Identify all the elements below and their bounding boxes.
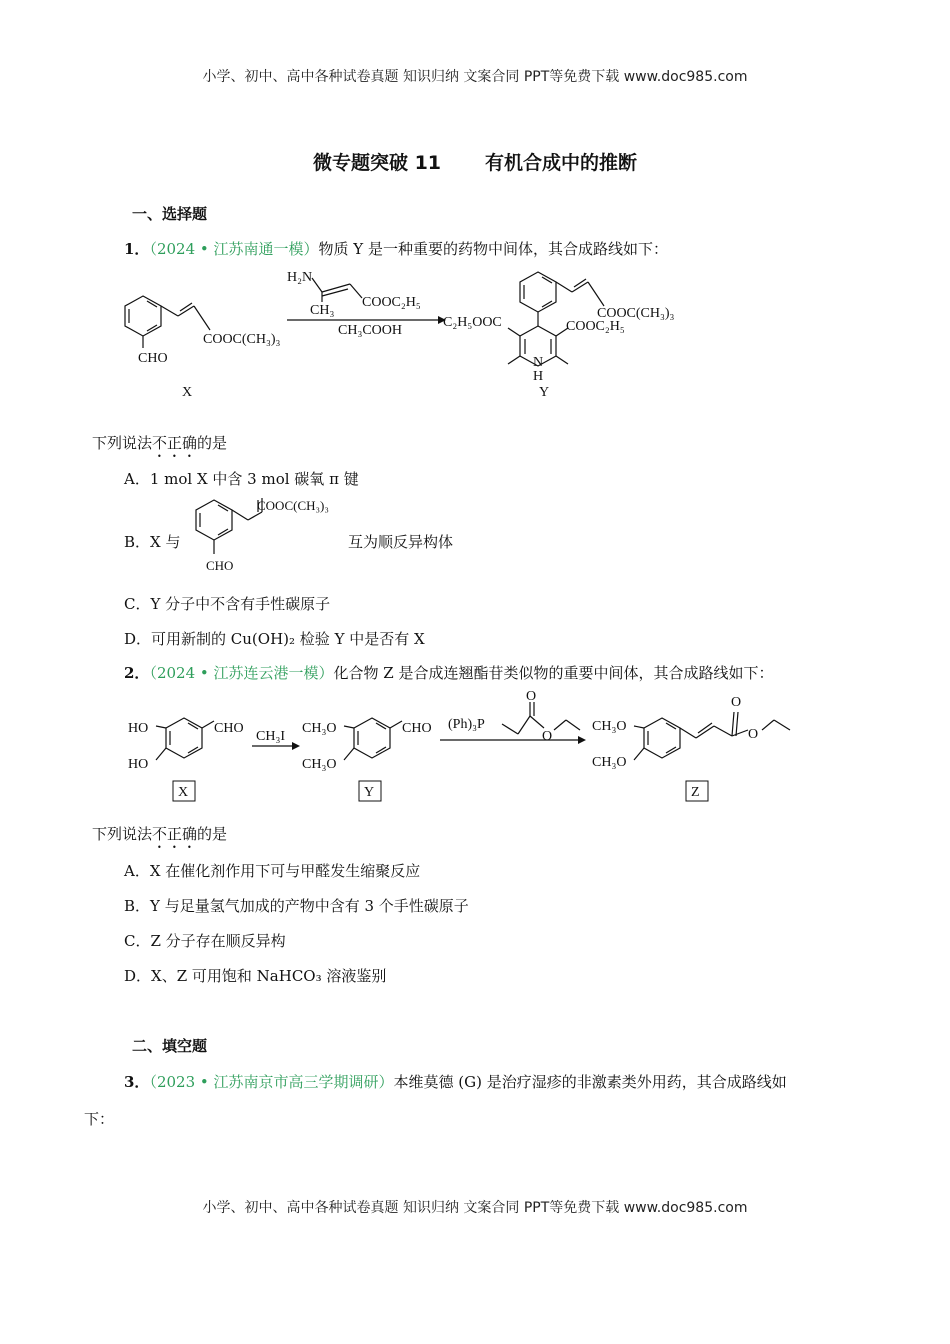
x-compound-label: X xyxy=(182,385,193,400)
y-label: Y xyxy=(364,785,375,800)
question-text: 本维莫德 (G) 是治疗湿疹的非激素类外用药，其合成路线如 xyxy=(393,1073,787,1091)
z-carbonyl-o: O xyxy=(731,695,742,710)
z-methoxy-1: CH₃O xyxy=(592,719,627,734)
q2-option-a: A．X 在催化剂作用下可与甲醛发生缩聚反应 xyxy=(124,862,421,880)
reagent-wittig: (Ph)₃P xyxy=(448,717,485,732)
q1-option-b-tail: 互为顺反异构体 xyxy=(348,533,454,551)
question-source: （2024 • 江苏南通一模） xyxy=(149,240,319,258)
question-number: 2． xyxy=(124,664,150,682)
reagent-methyl: CH₃ xyxy=(310,303,335,318)
x-aldehyde: CHO xyxy=(214,721,244,736)
x-hydroxyl-2: HO xyxy=(128,757,149,772)
y-methoxy-2: CH₃O xyxy=(302,757,337,772)
y-ethyl-ester-right: COOC₂H₅ xyxy=(566,319,625,334)
q2-option-d: D．X、Z 可用饱和 NaHCO₃ 溶液鉴别 xyxy=(124,967,387,985)
option-b-text: B．X 与 xyxy=(124,533,181,551)
q1-option-c: C．Y 分子中不含有手性碳原子 xyxy=(124,595,331,613)
y-hydrogen: H xyxy=(533,369,544,384)
stem-text: 下列说法 xyxy=(92,825,153,843)
y-ethyl-ester-left: C₂H₅OOC xyxy=(443,315,502,330)
y-compound-label: Y xyxy=(539,385,550,400)
reagent-acid: CH₃COOH xyxy=(338,323,402,338)
q1-option-a: A．1 mol X 中含 3 mol 碳氧 π 键 xyxy=(124,470,359,488)
reagent-amine: H₂N xyxy=(287,270,313,285)
page-footer: 小学、初中、高中各种试卷真题 知识归纳 文案合同 PPT等免费下载 www.doc985.com xyxy=(202,1200,748,1216)
q2-option-c: C．Z 分子存在顺反异构 xyxy=(124,932,286,950)
x-aldehyde-label: CHO xyxy=(138,351,168,366)
reagent-methyl-iodide: CH₃I xyxy=(256,729,285,744)
section-heading-choice: 一、选择题 xyxy=(132,205,208,223)
y-methoxy-1: CH₃O xyxy=(302,721,337,736)
q1-option-d: D．可用新制的 Cu(OH)₂ 检验 Y 中是否有 X xyxy=(124,630,425,648)
x-hydroxyl-1: HO xyxy=(128,721,149,736)
section-heading-fill: 二、填空题 xyxy=(132,1037,208,1055)
z-methoxy-2: CH₃O xyxy=(592,755,627,770)
title-left: 微专题突破 11 xyxy=(312,152,442,174)
y-tbu-ester: COOC(CH₃)₃ xyxy=(597,306,675,321)
stem-text-end: 的是 xyxy=(197,825,228,843)
stem-emphasis: 不正确 xyxy=(152,825,198,843)
question-text: 物质 Y 是一种重要的药物中间体，其合成路线如下： xyxy=(318,240,668,258)
reagent-ester: COOC₂H₅ xyxy=(362,295,421,310)
title-right: 有机合成中的推断 xyxy=(485,152,638,174)
question-number: 3． xyxy=(124,1073,150,1091)
x-ester-label: COOC(CH₃)₃ xyxy=(203,332,281,347)
question-3 xyxy=(124,1071,787,1092)
stem-text-end: 的是 xyxy=(197,434,228,452)
q2-stem xyxy=(92,823,227,852)
z-ester-o: O xyxy=(748,727,759,742)
question-source: （2023 • 江苏南京市高三学期调研） xyxy=(149,1073,394,1091)
q2-option-b: B．Y 与足量氢气加成的产物中含有 3 个手性碳原子 xyxy=(124,897,469,915)
question-number: 1． xyxy=(124,240,150,258)
stem-emphasis: 不正确 xyxy=(152,434,198,452)
y-aldehyde: CHO xyxy=(402,721,432,736)
question-text: 化合物 Z 是合成连翘酯苷类似物的重要中间体，其合成路线如下： xyxy=(333,664,774,682)
question-source: （2024 • 江苏连云港一模） xyxy=(149,664,334,682)
option-b-ester: COOC(CH₃)₃ xyxy=(257,498,329,513)
page-header: 小学、初中、高中各种试卷真题 知识归纳 文案合同 PPT等免费下载 www.doc985.com xyxy=(202,69,748,85)
z-label: Z xyxy=(691,785,700,800)
option-b-aldehyde: CHO xyxy=(206,558,234,573)
x-label: X xyxy=(178,785,189,800)
reagent-ester-o: O xyxy=(542,729,553,744)
y-nitrogen: N xyxy=(533,355,544,370)
reagent-carbonyl-o: O xyxy=(526,689,537,704)
stem-text: 下列说法 xyxy=(92,434,153,452)
question-3-continued: 下： xyxy=(84,1110,115,1128)
